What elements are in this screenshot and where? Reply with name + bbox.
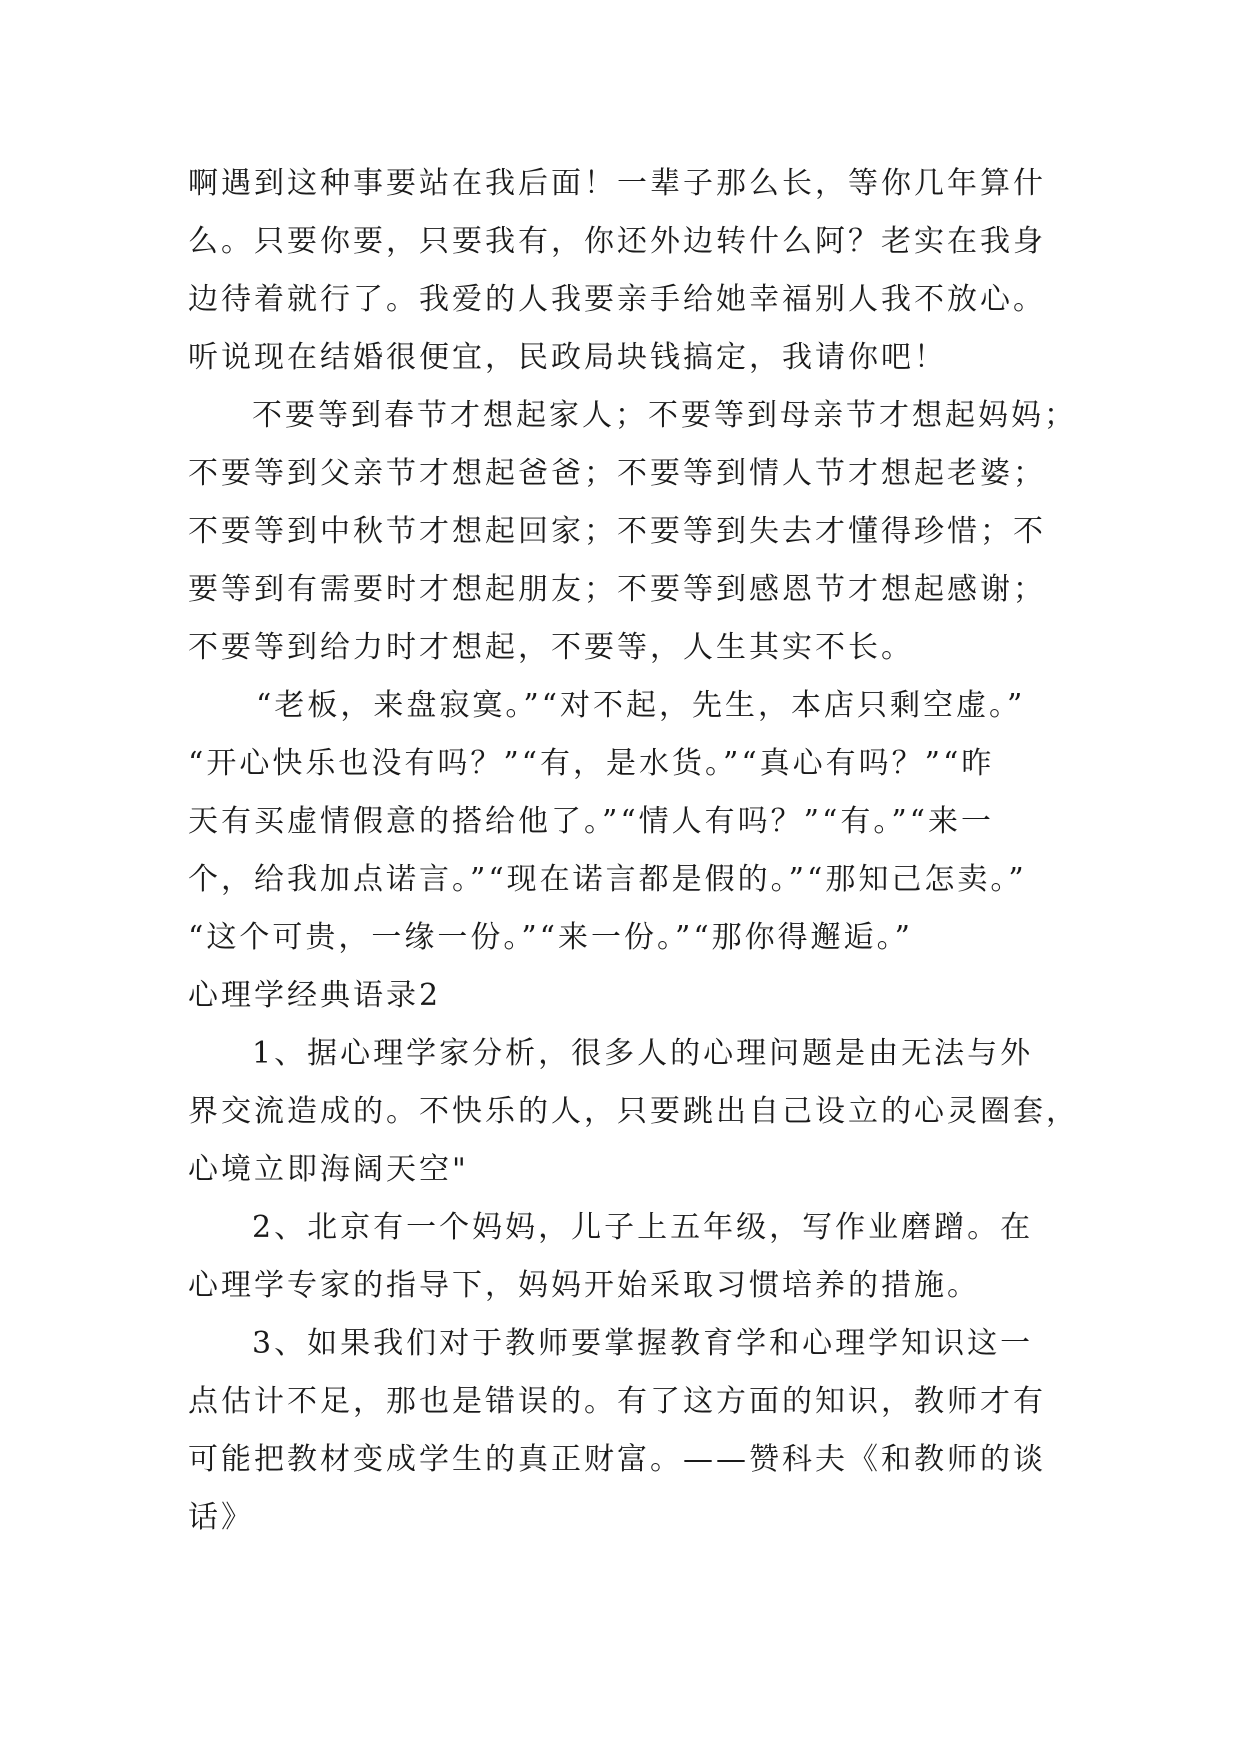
section-heading: 心理学经典语录2 bbox=[188, 978, 442, 1013]
text-line: 啊遇到这种事要站在我后面！一辈子那么长，等你几年算什 bbox=[188, 166, 1046, 201]
text-line: 3、如果我们对于教师要掌握教育学和心理学知识这一 bbox=[252, 1326, 1034, 1361]
text-line: 不要等到春节才想起家人；不要等到母亲节才想起妈妈； bbox=[252, 398, 1077, 433]
paragraph-dialogue bbox=[188, 677, 1098, 967]
text-line: 不要等到中秋节才想起回家；不要等到失去才懂得珍惜；不 bbox=[188, 514, 1046, 549]
paragraph-quote-2 bbox=[188, 1199, 1098, 1315]
paragraph-quote-1 bbox=[188, 1025, 1098, 1199]
text-line: 么。只要你要，只要我有，你还外边转什么阿？老实在我身 bbox=[188, 224, 1046, 259]
text-line: 不要等到父亲节才想起爸爸；不要等到情人节才想起老婆； bbox=[188, 456, 1046, 491]
text-line: 心理学专家的指导下，妈妈开始采取习惯培养的措施。 bbox=[188, 1268, 980, 1303]
text-line: 界交流造成的。不快乐的人，只要跳出自己设立的心灵圈套， bbox=[188, 1094, 1079, 1129]
text-line: 可能把教材变成学生的真正财富。——赞科夫《和教师的谈 bbox=[188, 1442, 1046, 1477]
text-line: 点估计不足，那也是错误的。有了这方面的知识，教师才有 bbox=[188, 1384, 1046, 1419]
text-line: “开心快乐也没有吗？”“有，是水货。”“真心有吗？”“昨 bbox=[188, 746, 995, 781]
text-line: “这个可贵，一缘一份。”“来一份。”“那你得邂逅。” bbox=[188, 920, 914, 955]
text-line: 个，给我加点诺言。”“现在诺言都是假的。”“那知己怎卖。” bbox=[188, 862, 1027, 897]
paragraph-dont-wait bbox=[188, 387, 1098, 677]
text-line: 听说现在结婚很便宜，民政局块钱搞定，我请你吧！ bbox=[188, 340, 947, 375]
text-line: 边待着就行了。我爱的人我要亲手给她幸福别人我不放心。 bbox=[188, 282, 1046, 317]
paragraph-love-declaration bbox=[188, 155, 1098, 387]
text-line: 1、据心理学家分析，很多人的心理问题是由无法与外 bbox=[252, 1036, 1034, 1071]
text-line: 话》 bbox=[188, 1500, 254, 1535]
document-page bbox=[188, 155, 1098, 1547]
text-line: 2、北京有一个妈妈，儿子上五年级，写作业磨蹭。在 bbox=[252, 1210, 1034, 1245]
text-line: 天有买虚情假意的搭给他了。”“情人有吗？”“有。”“来一 bbox=[188, 804, 995, 839]
text-line: 不要等到给力时才想起，不要等，人生其实不长。 bbox=[188, 630, 914, 665]
paragraph-quote-3 bbox=[188, 1315, 1098, 1547]
text-line: 心境立即海阔天空" bbox=[188, 1152, 469, 1187]
text-line: “老板，来盘寂寞。”“对不起，先生，本店只剩空虚。” bbox=[256, 688, 1026, 723]
text-line: 要等到有需要时才想起朋友；不要等到感恩节才想起感谢； bbox=[188, 572, 1046, 607]
